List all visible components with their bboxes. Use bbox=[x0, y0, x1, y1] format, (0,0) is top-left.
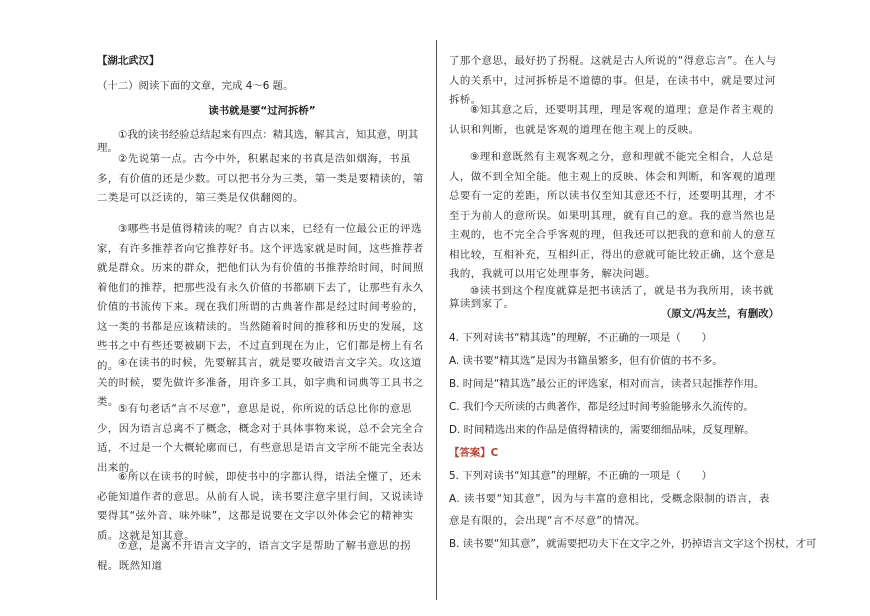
attribution: （原文/冯友兰，有删改） bbox=[660, 308, 779, 320]
question-4-option-c: C. 我们今天所读的古典著作，都是经过时间考验能够永久流传的。 bbox=[449, 401, 754, 413]
question-5-option-a: A. 读书要“知其意”，因为与丰富的意相比，受概念限制的语言，表意是有限的，会出现“言不尽意”的情况。 bbox=[449, 493, 770, 527]
paragraph-3: ③哪些书是值得精读的呢？自古以来，已经有一位最公正的评选家，有许多推荐者向它推荐好书。这个评选家就是时间，这些推荐者就是群众。历来的群众，把他们认为有价值的书推荐给时间，时间照着他们的推荐，把那些没有永久价值的书都刷下去了，让那些有永久价值的书流传下来。现在我们所谓的古典著作都是经过时间考验的，这一类的书都是应该精读的。当然随着时间的推移和历史的发展，这些书之中有些还要被刷下去，不过直到现在为止，它们都是榜上有名的。 bbox=[97, 223, 424, 372]
paragraph-7: ⑦意，是离不开语言文字的，语言文字是帮助了解书意思的拐棍。既然知道 bbox=[97, 540, 411, 572]
paragraph-9: ⑨理和意既然有主观客观之分，意和理就不能完全相合，人总是人，做不到全知全能。他主观上的反映、体会和判断，和客观的道理总要有一定的差距，所以读书仅至知其意还不行，还要明其理，才不至于为前人的意所误。如果明其理，就有自己的意。我的意当然也是主观的，也不完全合乎客观的理，但我还可以把我的意和前人的意互相比较，互相补充，互相纠正，得出的意就可能比较正确，这个意是我的，我就可以用它处理事务，解决问题。 bbox=[449, 151, 776, 280]
paragraph-6: ⑥所以在读书的时候，即使书中的字都认得，语法全懂了，还未必能知道作者的意思。从前有人说，读书要注意字里行间，又说读诗要得其“弦外音、味外味”，这都是说要在文字以外体会它的精神实质。这就是知其意。 bbox=[97, 471, 424, 542]
question-5-option-b: B. 读书要“知其意”，就需要把功夫下在文字之外，扔掉语言文字这个拐杖，才可 bbox=[449, 538, 817, 550]
column-divider bbox=[436, 40, 437, 600]
answer-line bbox=[449, 447, 779, 460]
paragraph-5: ⑤有句老话“言不尽意”，意思是说，你所说的话总比你的意思少，因为语言总离不了概念，概念对于具体事物来说，总不会完全合适，不过是一个大概轮廓而已，有些意思是语言文字所不能完全表达出来的。 bbox=[97, 403, 424, 474]
question-4-option-b: B. 时间是“精其选”最公正的评选家，相对而言，读者只起推荐作用。 bbox=[449, 378, 765, 390]
paragraph-2: ②先说第一点。古今中外，积累起来的书真是浩如烟海，书虽多，有价值的还是少数。可以把书分为三类，第一类是要精读的，第二类是可以泛读的，第三类是仅供翻阅的。 bbox=[97, 153, 424, 204]
source-tag: 【湖北武汉】 bbox=[97, 55, 160, 67]
paragraph-1: ①我的读书经验总结起来有四点：精其选，解其言，知其意，明其理。 bbox=[97, 129, 419, 154]
paragraph-7-continued: 了那个意思，最好扔了拐棍。这就是古人所说的“得意忘言”。在人与人的关系中，过河拆桥是不道德的事。但是，在读书中，就是要过河拆桥。 bbox=[449, 55, 777, 106]
question-4-option-d: D. 时间精选出来的作品是值得精读的，需要细细品味，反复理解。 bbox=[449, 424, 755, 436]
paragraph-8: ⑧知其意之后，还要明其理，理是客观的道理；意是作者主观的认识和判断，也就是客观的道理在他主观上的反映。 bbox=[449, 104, 774, 136]
answer-label: 【答案】 bbox=[449, 447, 491, 459]
instruction: （十二）阅读下面的文章，完成 4～6 题。 bbox=[97, 80, 294, 92]
paragraph-10: ⑩读书到这个程度就算是把书读活了，就是书为我所用，读书就算读到家了。 bbox=[449, 285, 774, 310]
paragraph-4: ④在读书的时候，先要解其言，就是要攻破语言文字关。攻这道关的时候，要先做许多准备，用许多工具，如字典和词典等工具书之类。 bbox=[97, 357, 424, 408]
question-4-option-a: A. 读书要“精其选”是因为书籍虽繁多，但有价值的书不多。 bbox=[449, 355, 723, 367]
question-4-stem: 4. 下列对读书“精其选”的理解，不正确的一项是（ ） bbox=[449, 332, 712, 344]
question-5-stem: 5. 下列对读书“知其意”的理解，不正确的一项是（ ） bbox=[449, 470, 712, 482]
article-title: 读书就是要“过河拆桥” bbox=[208, 105, 316, 117]
answer-value: C bbox=[490, 447, 499, 459]
